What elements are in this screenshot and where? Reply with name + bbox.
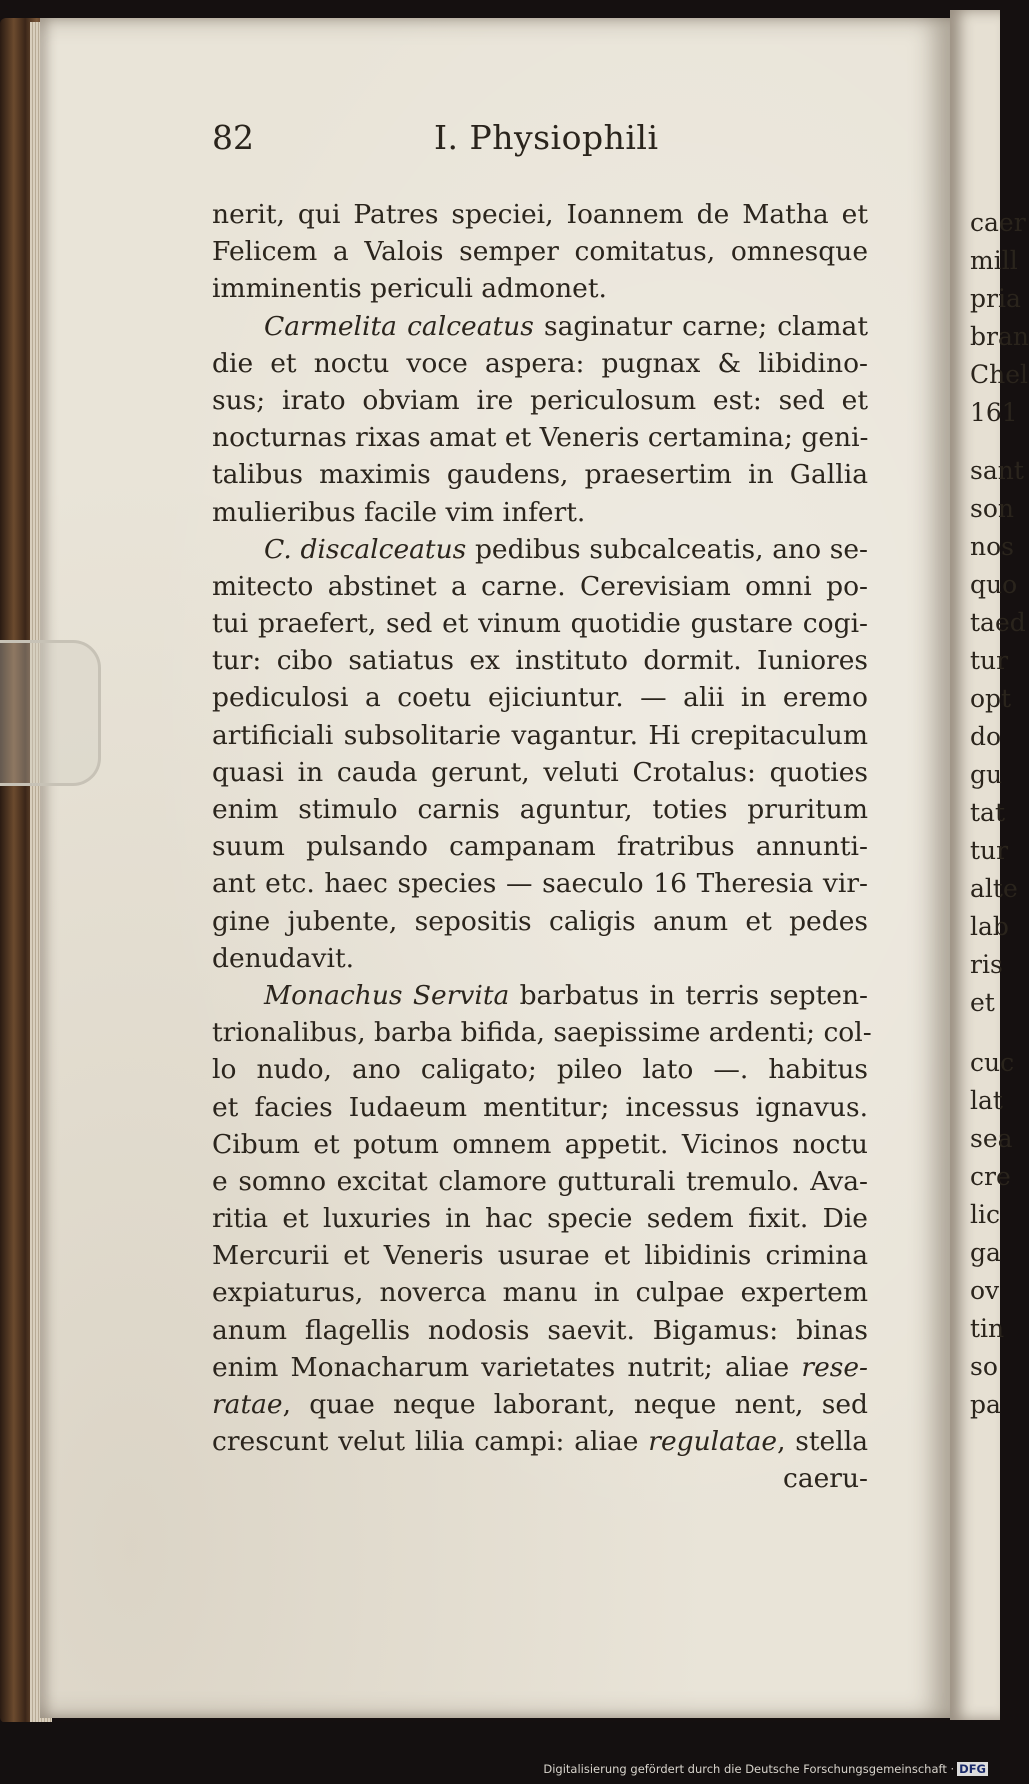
text-line (212, 791, 868, 828)
next-page-fragment: cre (970, 1162, 1011, 1191)
line-text: nocturnas rixas amat et Veneris certamina; geni- (212, 422, 869, 454)
credit-text: Digitalisierung gefördert durch die Deutsche Forschungsgemeinschaft · (543, 1762, 955, 1776)
italic-term: rese- (801, 1351, 868, 1383)
line-text: Cibum et potum omnem appetit. Vicinos noctu (212, 1128, 868, 1160)
line-text: e somno excitat clamore gutturali tremulo. Ava- (212, 1165, 868, 1197)
text-line (212, 1423, 868, 1460)
text-line (212, 642, 868, 679)
next-page-fragment: caer (970, 208, 1026, 237)
next-page-fragment: tin (970, 1314, 1005, 1343)
text-line (212, 940, 868, 977)
next-page-fragment: sant (970, 456, 1024, 485)
next-page-fragment: do (970, 722, 1002, 751)
line-text: pediculosi a coetu ejiciuntur. — alii in eremo (212, 682, 868, 714)
text-line (212, 717, 868, 754)
text-line (212, 1274, 868, 1311)
text-line (212, 1014, 872, 1051)
line-text: die et noctu voce aspera: pugnax & libidino- (212, 347, 868, 379)
next-page-fragment: lic (970, 1200, 1000, 1229)
line-text: ant etc. haec species — saeculo 16 Theresia vir- (212, 868, 868, 900)
line-text-tail: , stella (777, 1426, 868, 1458)
text-line (212, 1126, 868, 1163)
line-text: saginatur carne; clamat (533, 310, 868, 342)
text-line (212, 865, 868, 902)
line-text: et facies Iudaeum mentitur; incessus ignavus. (212, 1091, 868, 1123)
text-line (212, 568, 868, 605)
next-page-fragment: mill (970, 246, 1018, 275)
text-line (212, 754, 868, 791)
text-line (212, 1051, 868, 1088)
line-text: talibus maximis gaudens, praesertim in Gallia (212, 459, 868, 491)
text-line (212, 1163, 868, 1200)
text-line (212, 419, 868, 456)
line-text: quasi in cauda gerunt, veluti Crotalus: quoties (212, 756, 868, 788)
next-page-edge (950, 10, 1029, 1720)
text-line (212, 456, 868, 493)
line-text: , quae neque laborant, neque nent, sed (282, 1389, 868, 1420)
text-line (212, 1349, 868, 1386)
next-page-fragment: lat (970, 1086, 1003, 1115)
line-text: sus; irato obviam ire periculosum est: sed et (212, 384, 868, 416)
dfg-logo: DFG (959, 1762, 986, 1776)
line-text: barbatus in terris septen- (509, 979, 868, 1011)
next-page-fragment: tat (970, 798, 1005, 827)
italic-term: ratae (212, 1389, 283, 1420)
line-text: trionalibus, barba bifida, saepissime ardenti; col- (212, 1017, 872, 1049)
text-line (212, 1386, 868, 1423)
next-page-fragment: cuc (970, 1048, 1015, 1077)
italic-term: regulatae (648, 1426, 778, 1458)
text-line (212, 233, 868, 270)
italic-term: Monachus Servita (264, 979, 510, 1011)
text-line (212, 494, 868, 531)
next-page-fragment: tur (970, 646, 1009, 675)
text-line (212, 308, 868, 345)
next-page-fragment: et (970, 988, 995, 1017)
page-number: 82 (212, 118, 254, 157)
next-page-fragment: lab (970, 912, 1009, 941)
text-line (212, 1312, 868, 1349)
next-page-fragment: 161 (970, 398, 1018, 427)
line-text: artificiali subsolitarie vagantur. Hi crepitaculum (212, 719, 868, 751)
text-line (212, 1237, 868, 1274)
next-page-fragment: opt (970, 684, 1012, 713)
line-text: enim stimulo carnis aguntur, toties pruritum (212, 794, 868, 825)
line-text: enim Monacharum varietates nutrit; aliae (212, 1351, 790, 1383)
text-line (212, 1460, 868, 1497)
line-text: pedibus subcalceatis, ano se- (466, 533, 868, 565)
next-page-fragment: bran (970, 322, 1029, 351)
text-line (212, 345, 868, 382)
line-text: tui praefert, sed et vinum quotidie gustare cogi- (212, 608, 868, 640)
line-text: expiaturus, noverca manu in culpae expertem (212, 1277, 868, 1309)
line-text: anum flagellis nodosis saevit. Bigamus: binas (212, 1314, 868, 1346)
next-page-fragment: quo (970, 570, 1018, 599)
next-page-fragment: taed (970, 608, 1026, 637)
line-text: mitecto abstinet a carne. Cerevisiam omni po- (212, 570, 868, 602)
italic-term: C. discalceatus (264, 533, 467, 565)
running-head (212, 118, 912, 162)
next-page-fragment: ga (970, 1238, 1001, 1267)
line-text: crescunt velut lilia campi: aliae (212, 1426, 639, 1458)
line-text: gine jubente, sepositis caligis anum et pedes (212, 905, 868, 937)
running-title: I. Physiophili (434, 118, 659, 157)
next-page-fragment: ov (970, 1276, 1000, 1305)
next-page-fragment: tur (970, 836, 1009, 865)
line-text: suum pulsando campanam fratribus annunti- (212, 831, 868, 863)
line-text: nerit, qui Patres speciei, Ioannem de Matha et (212, 199, 868, 230)
line-text: Felicem a Valois semper comitatus, omnesque (212, 236, 868, 268)
line-text: ritia et luxuries in hac specie sedem fixit. Die (212, 1203, 868, 1235)
next-page-fragment: so (970, 1352, 998, 1381)
text-line (212, 679, 868, 716)
next-page-fragment: gu (970, 760, 1003, 789)
next-page-fragment: Chel (970, 360, 1029, 389)
text-line (212, 196, 868, 233)
text-line (212, 270, 868, 307)
text-line (212, 903, 868, 940)
line-text: tur: cibo satiatus ex instituto dormit. Iuniores (212, 645, 868, 677)
text-line (212, 1200, 868, 1237)
line-text: denudavit. (212, 942, 355, 974)
line-text: mulieribus facile vim infert. (212, 496, 586, 528)
line-text: lo nudo, ano caligato; pileo lato —. habitus (212, 1054, 868, 1086)
line-text: caeru- (782, 1463, 868, 1495)
digitization-credit (543, 1762, 988, 1776)
body-text (212, 196, 872, 1498)
text-line (212, 531, 868, 568)
next-page-fragment: sea (970, 1124, 1013, 1153)
text-line (212, 382, 868, 419)
next-page-fragment: alte (970, 874, 1018, 903)
next-page-fragment: pria (970, 284, 1021, 313)
bottom-bar (0, 1722, 1000, 1784)
text-line (212, 1089, 868, 1126)
text-line (212, 828, 868, 865)
next-page-fragment: pa (970, 1390, 1001, 1419)
next-page-fragment: son (970, 494, 1014, 523)
text-line (212, 977, 868, 1014)
next-page-fragment: ris (970, 950, 1003, 979)
italic-term: Carmelita calceatus (264, 310, 534, 342)
line-text: imminentis periculi admonet. (212, 273, 607, 305)
next-page-fragment: nos (970, 532, 1014, 561)
text-line (212, 605, 868, 642)
page-clip (0, 640, 101, 786)
line-text: Mercurii et Veneris usurae et libidinis crimina (212, 1240, 868, 1272)
